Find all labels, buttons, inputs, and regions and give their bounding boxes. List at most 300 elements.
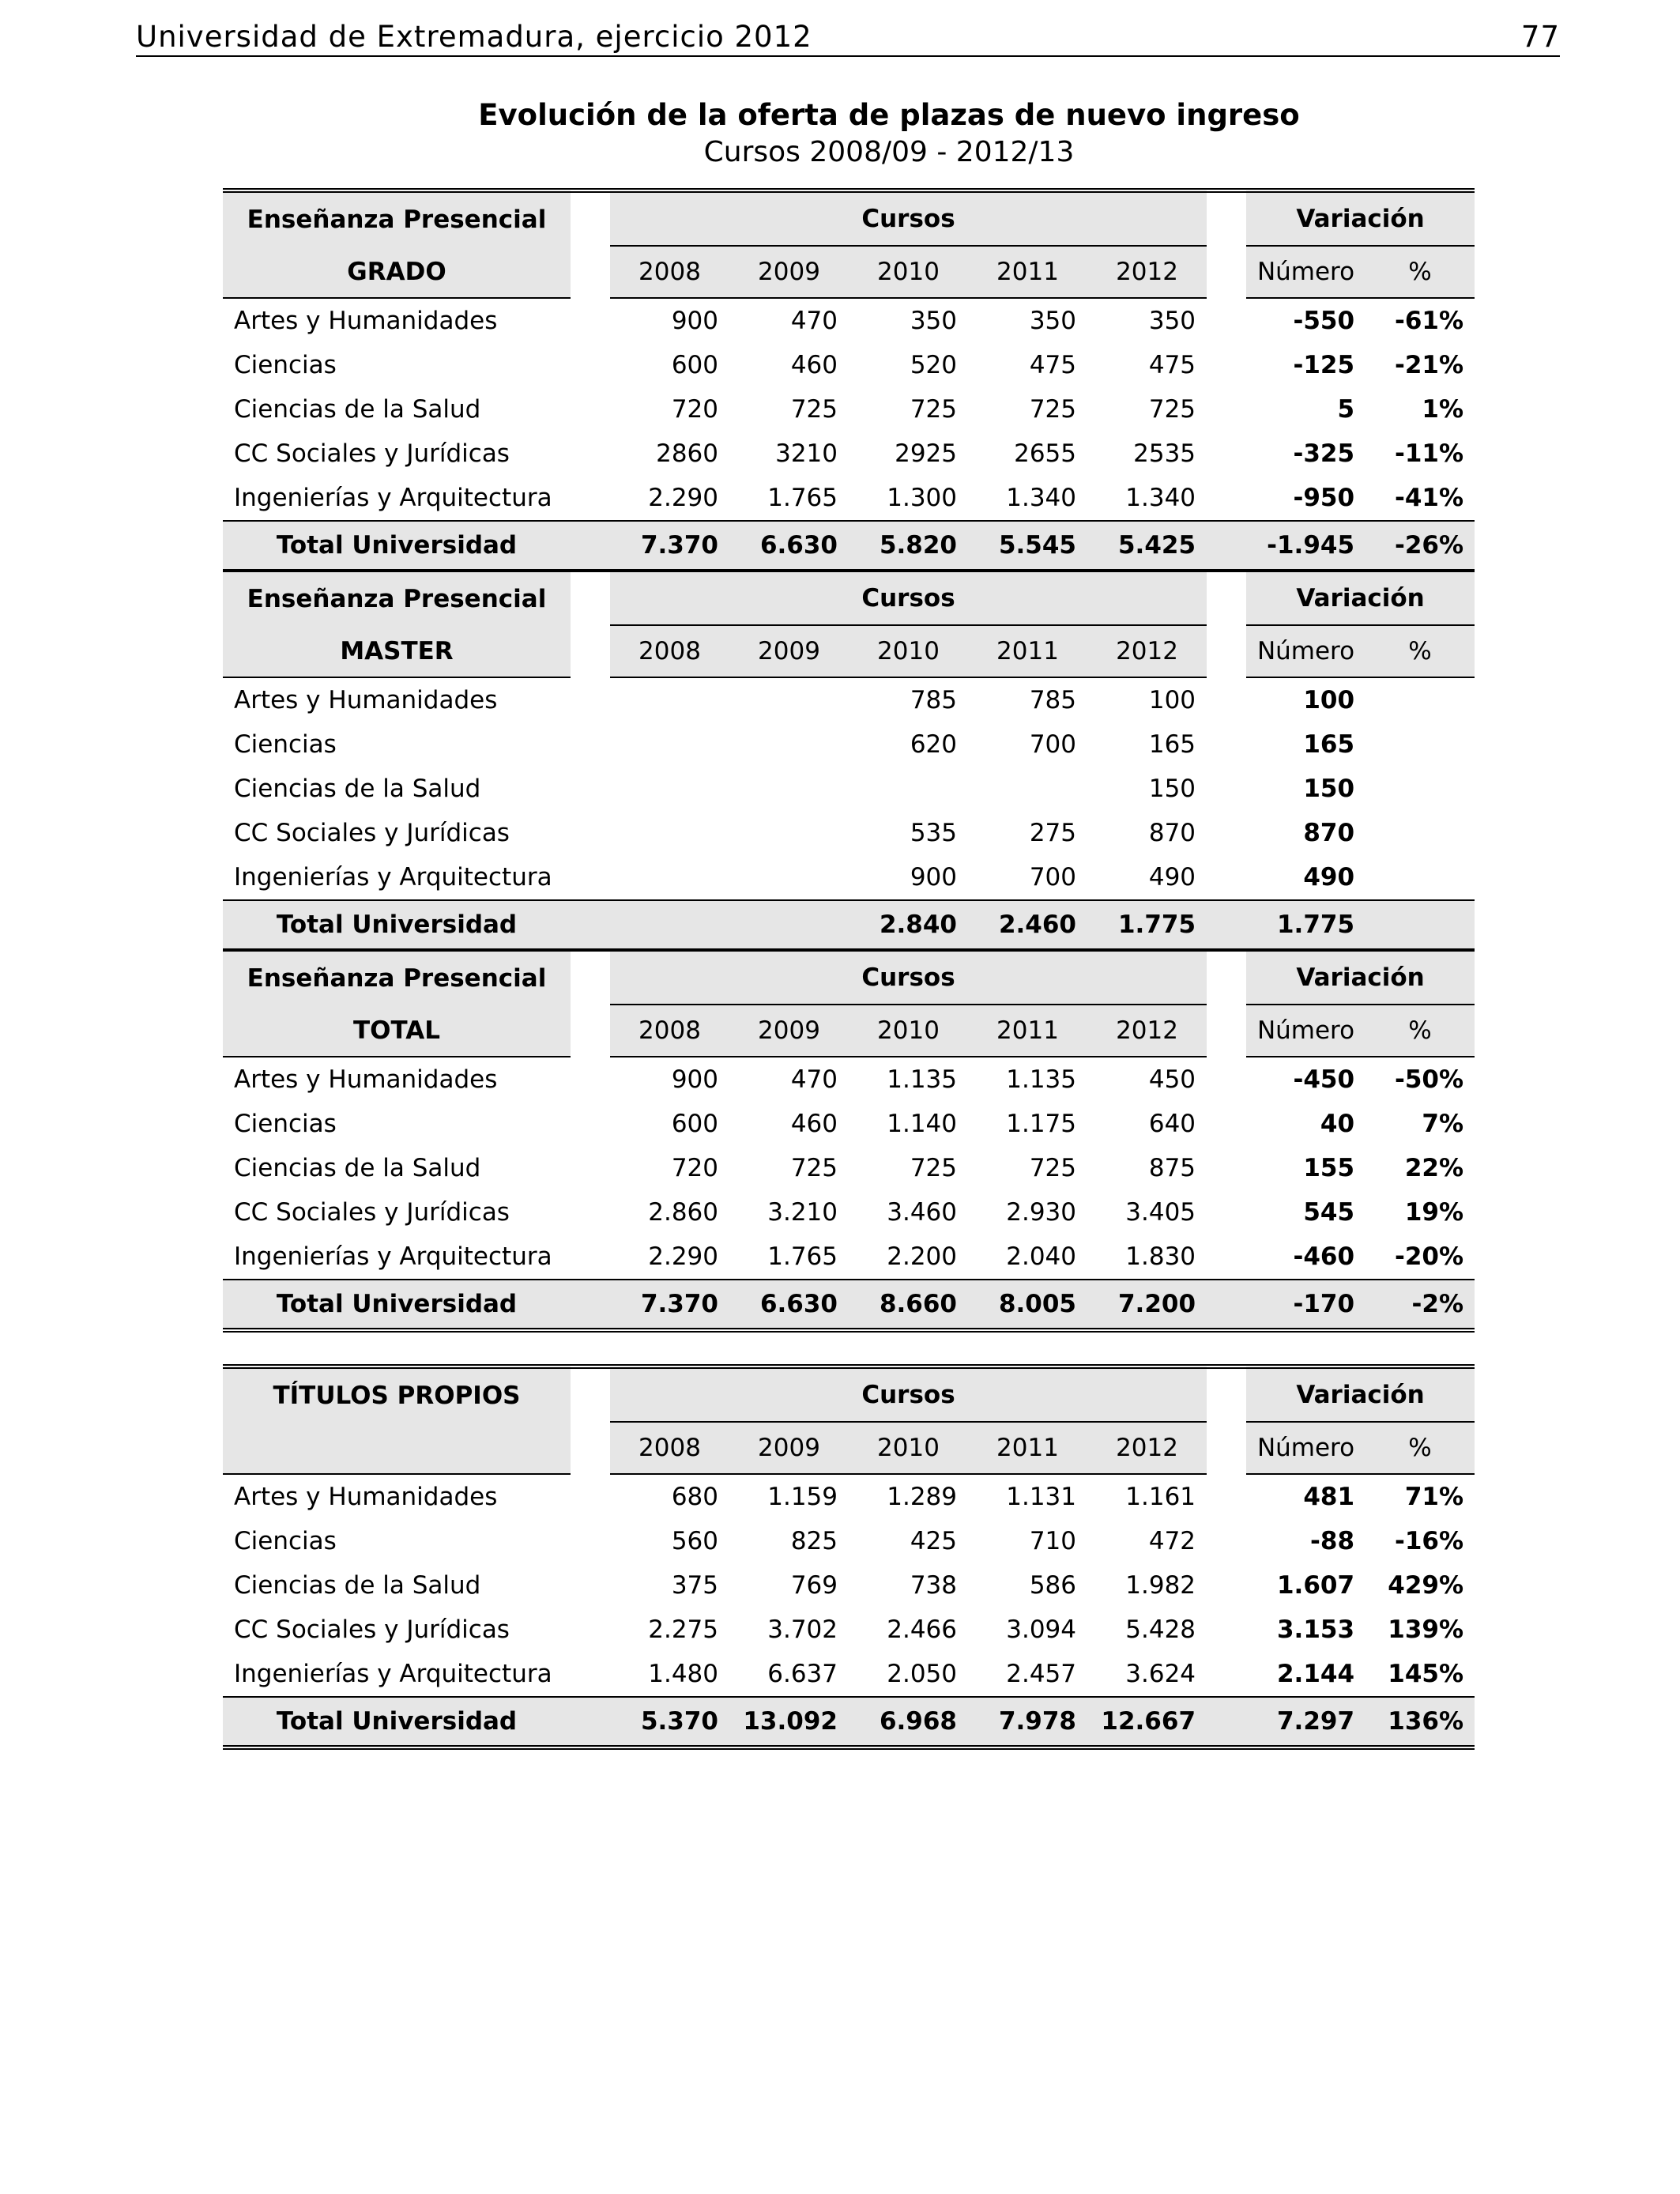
spacer-cell: [1207, 1190, 1246, 1235]
spacer-cell: [571, 521, 610, 571]
year-value: 2.290: [648, 484, 718, 512]
total-year-value: [610, 900, 729, 950]
spacer-cell: [1207, 1519, 1246, 1563]
variation-pct: 429%: [1388, 1571, 1464, 1600]
total-year-value: [729, 900, 849, 950]
year-value: 2.457: [1006, 1660, 1076, 1688]
year-value: 700: [1029, 730, 1076, 759]
table-row: [223, 1190, 1475, 1235]
year-value: 2.200: [887, 1242, 957, 1271]
variation-number: 165: [1303, 730, 1355, 759]
section-header-row: [223, 1367, 1475, 1422]
year-value: 725: [1148, 395, 1196, 424]
section-header-row: [223, 190, 1475, 246]
spacer-cell: [1207, 677, 1246, 722]
column-header-row: [223, 625, 1475, 677]
year-value: 785: [1029, 686, 1076, 714]
running-header: [136, 16, 1560, 57]
variation-pct: [1365, 855, 1475, 900]
spacer-cell: [1207, 950, 1246, 1005]
variation-pct: [1365, 811, 1475, 855]
spacer-cell: [571, 767, 610, 811]
variation-pct: [1365, 722, 1475, 767]
total-year-value: 5.370: [610, 1697, 729, 1747]
section-sub-label: TOTAL: [223, 1005, 571, 1057]
total-row: [223, 1697, 1475, 1747]
year-value: 1.340: [1125, 484, 1196, 512]
year-header: 2008: [610, 625, 729, 677]
numero-header: Número: [1246, 625, 1365, 677]
row-label: Artes y Humanidades: [234, 307, 498, 335]
numero-header: Número: [1246, 1422, 1365, 1474]
spacer-cell: [1207, 900, 1246, 950]
spacer-cell: [1207, 571, 1246, 625]
year-value: 725: [910, 1154, 957, 1182]
year-value: 100: [1148, 686, 1196, 714]
total-year-value: 8.005: [968, 1280, 1087, 1330]
page-subtitle: Cursos 2008/09 - 2012/13: [703, 136, 1075, 168]
year-value: 2655: [1014, 439, 1076, 468]
variation-pct: -11%: [1394, 439, 1464, 468]
section-group-label: TÍTULOS PROPIOS: [223, 1367, 571, 1422]
year-value: 1.480: [648, 1660, 718, 1688]
spacer-cell: [1207, 1697, 1246, 1747]
year-value: 560: [671, 1527, 718, 1555]
year-header: 2010: [849, 1422, 968, 1474]
variacion-header: Variación: [1246, 1367, 1475, 1422]
spacer-cell: [1207, 1367, 1246, 1422]
year-header: 2009: [729, 246, 849, 298]
year-value: [729, 722, 849, 767]
spacer-cell: [1207, 476, 1246, 521]
total-year-value: 5.425: [1087, 521, 1207, 571]
cursos-header: Cursos: [610, 190, 1207, 246]
table-enseñanza-presencial: [223, 188, 1475, 1333]
section-group-label: Enseñanza Presencial: [223, 950, 571, 1005]
year-value: 2925: [895, 439, 957, 468]
spacer-cell: [571, 1563, 610, 1608]
year-value: 2535: [1133, 439, 1196, 468]
year-value: 769: [790, 1571, 838, 1600]
year-value: 680: [671, 1483, 718, 1511]
year-value: 1.135: [887, 1065, 957, 1094]
year-value: 870: [1148, 819, 1196, 847]
row-label: Ingenierías y Arquitectura: [234, 863, 552, 892]
year-value: 460: [790, 351, 838, 379]
total-year-value: 7.978: [968, 1697, 1087, 1747]
total-year-value: 6.630: [729, 521, 849, 571]
table-row: [223, 1057, 1475, 1102]
spacer-cell: [571, 1652, 610, 1697]
year-value: 475: [1029, 351, 1076, 379]
year-value: 2.040: [1006, 1242, 1076, 1271]
total-variation-number: -1.945: [1246, 521, 1365, 571]
year-value: [610, 767, 729, 811]
year-header: 2009: [729, 625, 849, 677]
spacer-cell: [571, 1367, 610, 1422]
total-row: [223, 521, 1475, 571]
spacer-cell: [571, 1005, 610, 1057]
year-header: 2011: [968, 1422, 1087, 1474]
spacer-cell: [571, 190, 610, 246]
total-variation-number: 1.775: [1246, 900, 1365, 950]
spacer-cell: [1207, 625, 1246, 677]
variation-number: -125: [1293, 351, 1355, 379]
variation-number: 2.144: [1276, 1660, 1355, 1688]
spacer-cell: [571, 432, 610, 476]
spacer-cell: [571, 1697, 610, 1747]
year-value: 785: [910, 686, 957, 714]
row-label: Ciencias de la Salud: [234, 1571, 481, 1600]
spacer-cell: [571, 1422, 610, 1474]
year-value: 1.765: [767, 1242, 838, 1271]
year-value: 875: [1148, 1154, 1196, 1182]
year-header: 2010: [849, 1005, 968, 1057]
variation-pct: -41%: [1394, 484, 1464, 512]
year-value: 2.930: [1006, 1198, 1076, 1227]
cursos-header: Cursos: [610, 950, 1207, 1005]
total-year-value: 8.660: [849, 1280, 968, 1330]
spacer-cell: [1207, 722, 1246, 767]
spacer-cell: [1207, 343, 1246, 387]
table-row: [223, 432, 1475, 476]
variation-number: -550: [1293, 307, 1355, 335]
year-value: [610, 811, 729, 855]
cursos-header: Cursos: [610, 571, 1207, 625]
year-value: 620: [910, 730, 957, 759]
variation-pct: 7%: [1422, 1110, 1464, 1138]
spacer-cell: [1207, 811, 1246, 855]
header-title: Universidad de Extremadura, ejercicio 2012: [136, 20, 812, 54]
spacer-cell: [571, 811, 610, 855]
pct-header: %: [1365, 246, 1475, 298]
spacer-cell: [1207, 1608, 1246, 1652]
spacer-cell: [1207, 767, 1246, 811]
year-header: 2008: [610, 246, 729, 298]
spacer-cell: [571, 298, 610, 343]
table-row: [223, 387, 1475, 432]
total-year-value: 12.667: [1087, 1697, 1207, 1747]
spacer-cell: [1207, 1057, 1246, 1102]
variation-pct: -21%: [1394, 351, 1464, 379]
year-value: 720: [671, 1154, 718, 1182]
total-label: Total Universidad: [223, 1280, 571, 1330]
total-year-value: 7.200: [1087, 1280, 1207, 1330]
year-value: 700: [1029, 863, 1076, 892]
year-value: 725: [790, 1154, 838, 1182]
year-value: 472: [1148, 1527, 1196, 1555]
variacion-header: Variación: [1246, 190, 1475, 246]
numero-header: Número: [1246, 246, 1365, 298]
total-year-value: 2.460: [968, 900, 1087, 950]
year-value: 900: [910, 863, 957, 892]
variation-number: 150: [1303, 775, 1355, 803]
table-row: [223, 1235, 1475, 1280]
spacer-cell: [1207, 1563, 1246, 1608]
year-header: 2010: [849, 625, 968, 677]
total-row: [223, 900, 1475, 950]
variation-pct: 71%: [1404, 1483, 1464, 1511]
year-value: 2.466: [887, 1615, 957, 1644]
year-value: [610, 722, 729, 767]
year-header: 2008: [610, 1422, 729, 1474]
year-value: 350: [1029, 307, 1076, 335]
year-value: 1.982: [1125, 1571, 1196, 1600]
column-header-row: [223, 1005, 1475, 1057]
total-variation-pct: [1365, 900, 1475, 950]
variation-number: 5: [1337, 395, 1355, 424]
spacer-cell: [1207, 387, 1246, 432]
row-label: Ingenierías y Arquitectura: [234, 484, 552, 512]
spacer-cell: [571, 1102, 610, 1146]
variation-number: 100: [1303, 686, 1355, 714]
table-row: [223, 343, 1475, 387]
spacer-cell: [1207, 1280, 1246, 1330]
year-value: 1.340: [1006, 484, 1076, 512]
row-label: Ciencias: [234, 351, 337, 379]
variation-pct: 139%: [1388, 1615, 1464, 1644]
year-value: [968, 767, 1087, 811]
row-label: Ingenierías y Arquitectura: [234, 1242, 552, 1271]
section-sub-label: GRADO: [223, 246, 571, 298]
variation-pct: 22%: [1404, 1154, 1464, 1182]
year-value: 470: [790, 307, 838, 335]
year-value: [729, 855, 849, 900]
year-value: 1.175: [1006, 1110, 1076, 1138]
row-label: Ingenierías y Arquitectura: [234, 1660, 552, 1688]
year-value: 825: [790, 1527, 838, 1555]
variation-number: -88: [1310, 1527, 1355, 1555]
row-label: CC Sociales y Jurídicas: [234, 1198, 510, 1227]
variation-number: 3.153: [1276, 1615, 1355, 1644]
year-value: 1.131: [1006, 1483, 1076, 1511]
year-value: [729, 811, 849, 855]
pct-header: %: [1365, 625, 1475, 677]
section-group-label: Enseñanza Presencial: [223, 190, 571, 246]
table-row: [223, 1146, 1475, 1190]
spacer-cell: [571, 343, 610, 387]
spacer-cell: [1207, 298, 1246, 343]
row-label: Artes y Humanidades: [234, 686, 498, 714]
spacer-cell: [571, 1190, 610, 1235]
spacer-cell: [571, 1146, 610, 1190]
total-year-value: 1.775: [1087, 900, 1207, 950]
variacion-header: Variación: [1246, 571, 1475, 625]
year-value: 3.210: [767, 1198, 838, 1227]
table-row: [223, 298, 1475, 343]
year-value: 1.765: [767, 484, 838, 512]
section-sub-label: [223, 1422, 571, 1474]
row-label: CC Sociales y Jurídicas: [234, 439, 510, 468]
total-year-value: 5.820: [849, 521, 968, 571]
spacer-cell: [571, 1519, 610, 1563]
variation-number: -450: [1293, 1065, 1355, 1094]
row-label: Ciencias: [234, 730, 337, 759]
table-row: [223, 1474, 1475, 1519]
total-year-value: 2.840: [849, 900, 968, 950]
variation-pct: -16%: [1394, 1527, 1464, 1555]
spacer-cell: [1207, 1235, 1246, 1280]
year-header: 2011: [968, 625, 1087, 677]
year-value: [729, 767, 849, 811]
table-row: [223, 722, 1475, 767]
variation-pct: -50%: [1394, 1065, 1464, 1094]
year-value: 725: [1029, 395, 1076, 424]
spacer-cell: [571, 387, 610, 432]
total-label: Total Universidad: [223, 521, 571, 571]
year-value: 2.860: [648, 1198, 718, 1227]
year-value: 725: [790, 395, 838, 424]
spacer-cell: [571, 1608, 610, 1652]
spacer-cell: [571, 476, 610, 521]
row-label: Artes y Humanidades: [234, 1065, 498, 1094]
row-label: CC Sociales y Jurídicas: [234, 819, 510, 847]
year-value: 1.830: [1125, 1242, 1196, 1271]
year-value: 350: [1148, 307, 1196, 335]
year-value: 640: [1148, 1110, 1196, 1138]
variation-pct: [1365, 677, 1475, 722]
total-variation-number: -170: [1246, 1280, 1365, 1330]
year-value: 275: [1029, 819, 1076, 847]
spacer-cell: [1207, 1474, 1246, 1519]
year-value: 3.460: [887, 1198, 957, 1227]
pct-header: %: [1365, 1422, 1475, 1474]
variation-number: -460: [1293, 1242, 1355, 1271]
pct-header: %: [1365, 1005, 1475, 1057]
row-label: Ciencias de la Salud: [234, 775, 481, 803]
total-year-value: 7.370: [610, 1280, 729, 1330]
year-value: [610, 677, 729, 722]
row-label: Ciencias: [234, 1527, 337, 1555]
table-row: [223, 1102, 1475, 1146]
year-value: 900: [671, 307, 718, 335]
year-header: 2011: [968, 246, 1087, 298]
year-value: 3.094: [1006, 1615, 1076, 1644]
table-row: [223, 1652, 1475, 1697]
numero-header: Número: [1246, 1005, 1365, 1057]
year-value: [849, 767, 968, 811]
spacer-cell: [1207, 1652, 1246, 1697]
table-row: [223, 811, 1475, 855]
spacer-cell: [571, 571, 610, 625]
year-header: 2008: [610, 1005, 729, 1057]
year-value: 450: [1148, 1065, 1196, 1094]
year-value: 350: [910, 307, 957, 335]
year-header: 2012: [1087, 1005, 1207, 1057]
year-value: 725: [1029, 1154, 1076, 1182]
year-value: 1.289: [887, 1483, 957, 1511]
year-header: 2009: [729, 1005, 849, 1057]
table-row: [223, 476, 1475, 521]
column-header-row: [223, 1422, 1475, 1474]
column-header-row: [223, 246, 1475, 298]
year-header: 2012: [1087, 246, 1207, 298]
year-value: 1.161: [1125, 1483, 1196, 1511]
table-row: [223, 767, 1475, 811]
row-label: Ciencias: [234, 1110, 337, 1138]
variation-number: 481: [1303, 1483, 1355, 1511]
total-year-value: 5.545: [968, 521, 1087, 571]
spacer-cell: [571, 1057, 610, 1102]
variation-number: 545: [1303, 1198, 1355, 1227]
spacer-cell: [571, 625, 610, 677]
page-title: Evolución de la oferta de plazas de nuevo ingreso: [478, 98, 1300, 132]
variation-pct: -61%: [1394, 307, 1464, 335]
year-value: 460: [790, 1110, 838, 1138]
spacer-cell: [1207, 1422, 1246, 1474]
variation-pct: [1365, 767, 1475, 811]
year-value: 738: [910, 1571, 957, 1600]
section-group-label: Enseñanza Presencial: [223, 571, 571, 625]
year-value: 900: [671, 1065, 718, 1094]
year-value: 2.050: [887, 1660, 957, 1688]
spacer-cell: [571, 900, 610, 950]
row-label: CC Sociales y Jurídicas: [234, 1615, 510, 1644]
title-block: [0, 96, 1680, 171]
year-header: 2010: [849, 246, 968, 298]
year-value: 165: [1148, 730, 1196, 759]
total-year-value: 13.092: [729, 1697, 849, 1747]
spacer-cell: [1207, 1146, 1246, 1190]
year-value: 150: [1148, 775, 1196, 803]
year-value: 2.275: [648, 1615, 718, 1644]
year-value: 586: [1029, 1571, 1076, 1600]
total-year-value: 7.370: [610, 521, 729, 571]
year-value: 3.702: [767, 1615, 838, 1644]
year-value: 1.300: [887, 484, 957, 512]
row-label: Ciencias de la Salud: [234, 1154, 481, 1182]
total-label: Total Universidad: [223, 900, 571, 950]
variacion-header: Variación: [1246, 950, 1475, 1005]
spacer-cell: [1207, 855, 1246, 900]
row-label: Artes y Humanidades: [234, 1483, 498, 1511]
year-value: 3.624: [1125, 1660, 1196, 1688]
section-header-row: [223, 571, 1475, 625]
spacer-cell: [571, 677, 610, 722]
year-value: 475: [1148, 351, 1196, 379]
total-row: [223, 1280, 1475, 1330]
year-value: 725: [910, 395, 957, 424]
spacer-cell: [571, 1235, 610, 1280]
total-variation-pct: -2%: [1365, 1280, 1475, 1330]
table-row: [223, 855, 1475, 900]
variation-pct: 1%: [1422, 395, 1464, 424]
variation-number: 490: [1303, 863, 1355, 892]
year-value: 425: [910, 1527, 957, 1555]
total-year-value: 6.630: [729, 1280, 849, 1330]
variation-number: -950: [1293, 484, 1355, 512]
year-value: 600: [671, 1110, 718, 1138]
total-label: Total Universidad: [223, 1697, 571, 1747]
spacer-cell: [571, 722, 610, 767]
variation-number: -325: [1293, 439, 1355, 468]
spacer-cell: [1207, 1102, 1246, 1146]
variation-number: 40: [1320, 1110, 1355, 1138]
total-variation-number: 7.297: [1246, 1697, 1365, 1747]
spacer-cell: [571, 1474, 610, 1519]
year-value: 1.140: [887, 1110, 957, 1138]
table-titulos-propios: [223, 1364, 1475, 1750]
year-value: 470: [790, 1065, 838, 1094]
page-number: 77: [1520, 20, 1560, 54]
year-value: [729, 677, 849, 722]
year-value: 375: [671, 1571, 718, 1600]
spacer-cell: [571, 1280, 610, 1330]
row-label: Ciencias de la Salud: [234, 395, 481, 424]
variation-pct: 145%: [1388, 1660, 1464, 1688]
spacer-cell: [1207, 521, 1246, 571]
variation-number: 870: [1303, 819, 1355, 847]
